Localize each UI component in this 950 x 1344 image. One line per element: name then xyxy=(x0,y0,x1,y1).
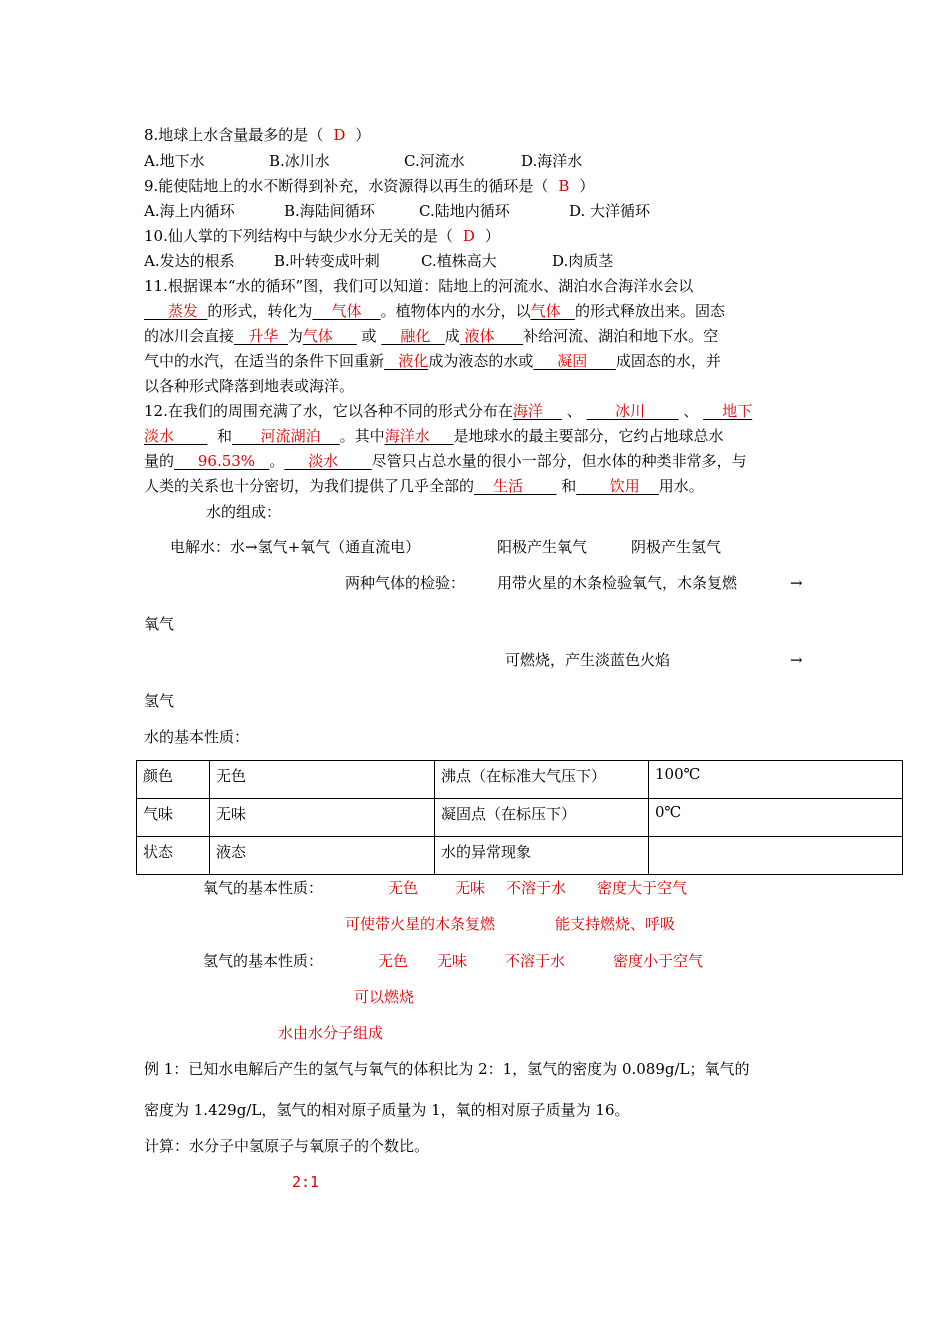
text: 的冰川会直接 xyxy=(144,327,235,345)
table-cell: 状态 xyxy=(137,837,210,875)
answer: 凝固 xyxy=(557,352,588,370)
answer: 淡水 xyxy=(308,452,339,470)
example-answer: 2:1 xyxy=(292,1173,320,1191)
arrow-icon: → xyxy=(790,651,803,669)
option-c: C.河流水 xyxy=(404,152,465,170)
question-9 xyxy=(144,176,594,196)
separator: 、 xyxy=(683,402,699,420)
composition-heading: 水的组成： xyxy=(206,503,282,521)
text: 或 xyxy=(361,327,377,345)
answer: 冰川 xyxy=(615,402,646,420)
option-d: D.肉质茎 xyxy=(552,252,614,270)
answer: D xyxy=(462,227,475,245)
text: 人类的关系也十分密切，为我们提供了几乎全部的 xyxy=(144,477,475,495)
option-d: D.海洋水 xyxy=(521,152,583,170)
hydrogen-result: 氢气 xyxy=(144,692,175,710)
table-cell: 凝固点（在标压下） xyxy=(435,799,649,837)
text: 的形式，转化为 xyxy=(207,302,313,320)
paren-close: ） xyxy=(579,177,595,195)
text: 量的 xyxy=(144,452,175,470)
text: 和 xyxy=(561,477,577,495)
oxygen-property: 可使带火星的木条复燃 xyxy=(345,915,496,933)
text: 用水。 xyxy=(658,477,704,495)
paren-close: ） xyxy=(484,227,500,245)
answer: 淡水 xyxy=(144,427,175,445)
table-cell: 沸点（在标准大气压下） xyxy=(435,761,649,799)
answer: 气体 xyxy=(331,302,362,320)
oxygen-property: 能支持燃烧、呼吸 xyxy=(555,915,676,933)
text: 。 xyxy=(269,452,285,470)
table-cell: 0℃ xyxy=(649,799,903,837)
option-a: A.发达的根系 xyxy=(144,252,235,270)
text: 尽管只占总水量的很小一部分，但水体的种类非常多，与 xyxy=(371,452,747,470)
question-12-line-4 xyxy=(144,476,704,496)
anode-note: 阳极产生氧气 xyxy=(497,538,588,556)
hydrogen-property: 无味 xyxy=(437,952,468,970)
gas-test-label: 两种气体的检验： xyxy=(345,574,466,592)
text: 11.根据课本“水的循环”图，我们可以知道：陆地上的河流水、湖泊水合海洋水会以 xyxy=(144,277,694,295)
option-b: B.冰川水 xyxy=(269,152,330,170)
option-d: D. 大洋循环 xyxy=(569,202,651,220)
cathode-note: 阴极产生氢气 xyxy=(631,538,722,556)
table-cell: 无色 xyxy=(210,761,435,799)
oxygen-property: 无味 xyxy=(455,879,486,897)
text: 补给河流、湖泊和地下水。空 xyxy=(523,327,719,345)
hydrogen-property: 无色 xyxy=(378,952,409,970)
table-cell: 气味 xyxy=(137,799,210,837)
question-stem: 10.仙人掌的下列结构中与缺少水分无关的是（ xyxy=(144,227,453,245)
oxygen-test: 用带火星的木条检验氧气，木条复燃 xyxy=(497,574,738,592)
answer: 液体 xyxy=(464,327,495,345)
table-cell: 液态 xyxy=(210,837,435,875)
table-row xyxy=(137,799,903,837)
text: 成 xyxy=(444,327,460,345)
hydrogen-property: 密度小于空气 xyxy=(613,952,704,970)
question-stem: 9.能使陆地上的水不断得到补充，水资源得以再生的循环是（ xyxy=(144,177,549,195)
table-row xyxy=(137,761,903,799)
paren-close: ） xyxy=(355,126,371,144)
text: 是地球水的最主要部分，它约占地球总水 xyxy=(453,427,724,445)
table-cell xyxy=(649,837,903,875)
arrow-icon: → xyxy=(790,574,803,592)
answer: 升华 xyxy=(248,327,279,345)
text: 12.在我们的周围充满了水，它以各种不同的形式分布在 xyxy=(144,402,513,420)
text: 气中的水汽，在适当的条件下回重新 xyxy=(144,352,385,370)
question-11-line-4 xyxy=(144,351,721,371)
hydrogen-property: 可以燃烧 xyxy=(354,988,415,1006)
answer: 生活 xyxy=(493,477,524,495)
question-12-line-3 xyxy=(144,451,747,471)
question-8 xyxy=(144,125,370,145)
oxygen-property: 不溶于水 xyxy=(506,879,567,897)
question-12-line-1 xyxy=(144,401,752,421)
answer: 海洋 xyxy=(512,402,543,420)
answer: 液化 xyxy=(398,352,429,370)
question-11-line-2 xyxy=(144,301,725,321)
answer: 海洋水 xyxy=(384,427,430,445)
oxygen-property: 密度大于空气 xyxy=(597,879,688,897)
answer: 融化 xyxy=(400,327,431,345)
answer: 气体 xyxy=(302,327,333,345)
separator: 、 xyxy=(566,402,582,420)
option-a: A.海上内循环 xyxy=(144,202,235,220)
question-11-line-1 xyxy=(144,276,693,296)
question-11-line-3 xyxy=(144,326,718,346)
answer: 河流湖泊 xyxy=(260,427,321,445)
oxygen-property: 无色 xyxy=(388,879,419,897)
option-b: B.叶转变成叶刺 xyxy=(274,252,380,270)
conclusion: 水由水分子组成 xyxy=(278,1024,384,1042)
answer: 96.53% xyxy=(197,452,256,470)
question-10 xyxy=(144,226,500,246)
hydrogen-test: 可燃烧，产生淡蓝色火焰 xyxy=(505,651,671,669)
option-c: C.陆地内循环 xyxy=(419,202,510,220)
example-line-3: 计算：水分子中氢原子与氧原子的个数比。 xyxy=(144,1137,430,1155)
answer: D xyxy=(333,126,346,144)
text: 的形式释放出来。固态 xyxy=(574,302,725,320)
text: 成为液态的水或 xyxy=(428,352,534,370)
text: 。植物体内的水分，以 xyxy=(380,302,531,320)
example-line-1: 例 1：已知水电解后产生的氢气与氧气的体积比为 2：1，氢气的密度为 0.089g/L；氧气的 xyxy=(144,1060,750,1078)
oxygen-properties-label: 氧气的基本性质： xyxy=(203,879,324,897)
table-cell: 水的异常现象 xyxy=(435,837,649,875)
question-11-line-5 xyxy=(144,376,354,396)
table-cell: 100℃ xyxy=(649,761,903,799)
text: 和 xyxy=(216,427,232,445)
hydrogen-properties-label: 氢气的基本性质： xyxy=(203,952,324,970)
answer: B xyxy=(558,177,570,195)
water-properties-table xyxy=(136,760,903,875)
question-12-line-2 xyxy=(144,426,724,446)
electrolysis-equation: 电解水：水→氢气+氧气（通直流电） xyxy=(170,538,421,556)
table-cell: 颜色 xyxy=(137,761,210,799)
table-cell: 无味 xyxy=(210,799,435,837)
text: 以各种形式降落到地表或海洋。 xyxy=(144,377,355,395)
option-a: A.地下水 xyxy=(144,152,205,170)
answer: 饮用 xyxy=(609,477,640,495)
oxygen-result: 氧气 xyxy=(144,615,175,633)
option-b: B.海陆间循环 xyxy=(284,202,375,220)
properties-heading: 水的基本性质： xyxy=(144,728,250,746)
question-stem: 8.地球上水含量最多的是（ xyxy=(144,126,324,144)
table-row xyxy=(137,837,903,875)
text: 成固态的水，并 xyxy=(615,352,721,370)
answer: 蒸发 xyxy=(167,302,198,320)
hydrogen-property: 不溶于水 xyxy=(505,952,566,970)
option-c: C.植株高大 xyxy=(421,252,497,270)
answer: 地下 xyxy=(722,402,753,420)
answer: 气体 xyxy=(530,302,561,320)
text: 为 xyxy=(287,327,303,345)
text: 。其中 xyxy=(339,427,385,445)
example-line-2: 密度为 1.429g/L，氢气的相对原子质量为 1，氧的相对原子质量为 16。 xyxy=(144,1101,630,1119)
